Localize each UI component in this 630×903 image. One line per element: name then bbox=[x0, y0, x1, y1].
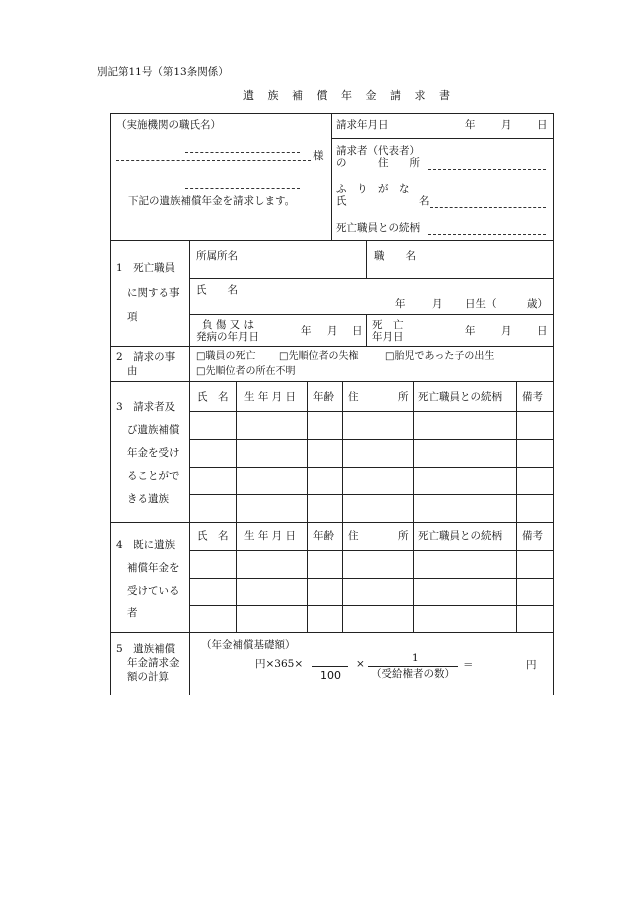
request-date-label: 請求年月日 bbox=[336, 119, 389, 131]
formula-denominator-100: 100 bbox=[320, 669, 341, 682]
affiliation-label: 所属所名 bbox=[196, 250, 238, 262]
s3-col-relation: 死亡職員との続柄 bbox=[418, 391, 502, 403]
injury-label-1: 負 傷 又 は bbox=[202, 319, 255, 331]
death-label-1: 死 亡 bbox=[372, 319, 404, 331]
agency-label: （実施機関の職氏名） bbox=[116, 119, 221, 131]
section4-heading-line2: 補償年金を bbox=[127, 562, 180, 574]
formula-prefix: 円×365× bbox=[255, 658, 304, 670]
death-year: 年 bbox=[465, 325, 476, 337]
injury-year: 年 bbox=[301, 325, 312, 337]
request-month: 月 bbox=[501, 119, 512, 131]
section3-heading-line3: 年金を受け bbox=[127, 447, 180, 459]
s3-col-birthdate: 生 年 月 日 bbox=[244, 391, 297, 403]
request-day: 日 bbox=[537, 119, 548, 131]
section3-heading-line5: きる遺族 bbox=[127, 493, 169, 505]
claimant-label: 請求者（代表者） bbox=[336, 145, 420, 157]
section3-heading-line4: ることがで bbox=[127, 470, 180, 482]
section4-heading-line3: 受けている bbox=[127, 585, 180, 597]
s4-col-address-2: 所 bbox=[398, 530, 409, 542]
section5-heading-line1: 5 遺族補償 bbox=[116, 643, 176, 655]
formula-recipients: （受給権者の数） bbox=[371, 668, 455, 680]
section3-heading-line2: び遺族補償 bbox=[127, 424, 180, 436]
reason-checkbox-birth[interactable]: □胎児であった子の出生 bbox=[385, 351, 495, 362]
birth-day-suffix: 日生（ bbox=[465, 298, 497, 310]
death-day: 日 bbox=[537, 325, 548, 337]
agency-line-2 bbox=[116, 160, 311, 161]
deceased-name-label: 氏 名 bbox=[196, 284, 238, 296]
section2-heading-line2: 由 bbox=[127, 365, 138, 377]
birth-month: 月 bbox=[432, 298, 443, 310]
reason-checkbox-missing[interactable]: □先順位者の所在不明 bbox=[196, 366, 296, 377]
section1-heading-line3: 項 bbox=[127, 311, 138, 323]
section2-heading-line1: 2 請求の事 bbox=[116, 351, 176, 363]
job-title-label: 職 名 bbox=[374, 250, 416, 262]
form-reference: 別記第11号（第13条関係） bbox=[97, 66, 229, 78]
request-year: 年 bbox=[465, 119, 476, 131]
section4-heading-line4: 者 bbox=[127, 607, 138, 619]
section4-heading-line1: 4 既に遺族 bbox=[116, 539, 176, 551]
birth-year: 年 bbox=[395, 298, 406, 310]
injury-day: 日 bbox=[352, 325, 363, 337]
claimant-no: の bbox=[336, 157, 347, 169]
name-field[interactable] bbox=[430, 207, 546, 208]
death-label-2: 年月日 bbox=[372, 331, 404, 343]
s4-col-age: 年齢 bbox=[313, 530, 334, 542]
furigana-label: ふ り が な bbox=[336, 183, 410, 195]
s3-col-address-2: 所 bbox=[398, 391, 409, 403]
fraction-bar-1 bbox=[312, 666, 348, 667]
name-label-right: 名 bbox=[419, 195, 430, 207]
section3-heading-line1: 3 請求者及 bbox=[116, 401, 176, 413]
honorific-sama: 様 bbox=[313, 150, 324, 162]
address-label: 住 所 bbox=[378, 157, 420, 169]
formula-numerator-1: 1 bbox=[412, 652, 419, 664]
s4-col-name: 氏 名 bbox=[197, 530, 229, 542]
s3-col-address-1: 住 bbox=[348, 391, 359, 403]
age-suffix: 歳） bbox=[527, 298, 548, 310]
request-text: 下記の遺族補償年金を請求します。 bbox=[128, 195, 296, 207]
s3-col-name: 氏 名 bbox=[197, 391, 229, 403]
agency-line-3 bbox=[185, 188, 300, 189]
section1-heading-line2: に関する事 bbox=[127, 287, 180, 299]
injury-label-2: 発病の年月日 bbox=[196, 331, 259, 343]
injury-month: 月 bbox=[327, 325, 338, 337]
formula-yen: 円 bbox=[526, 659, 537, 671]
s3-col-remarks: 備考 bbox=[522, 391, 543, 403]
relation-label: 死亡職員との続柄 bbox=[336, 222, 420, 234]
section1-heading-line1: 1 死亡職員 bbox=[116, 262, 176, 274]
s4-col-birthdate: 生 年 月 日 bbox=[244, 530, 297, 542]
s3-col-age: 年齢 bbox=[313, 391, 334, 403]
address-field[interactable] bbox=[428, 169, 546, 170]
document-title: 遺 族 補 償 年 金 請 求 書 bbox=[243, 89, 455, 102]
fraction-bar-2 bbox=[368, 666, 458, 667]
reason-checkbox-forfeit[interactable]: □先順位者の失権 bbox=[279, 351, 359, 362]
agency-line-1 bbox=[185, 152, 300, 153]
relation-field[interactable] bbox=[428, 234, 546, 235]
reason-checkbox-death[interactable]: □職員の死亡 bbox=[196, 351, 256, 362]
section5-heading-line2: 年金請求金 bbox=[127, 657, 180, 669]
s4-col-remarks: 備考 bbox=[522, 530, 543, 542]
base-amount-label: （年金補償基礎額） bbox=[201, 639, 296, 651]
name-label-left: 氏 bbox=[336, 195, 347, 207]
formula-equals: ＝ bbox=[463, 659, 474, 671]
death-month: 月 bbox=[501, 325, 512, 337]
formula-times: × bbox=[356, 658, 365, 670]
s4-col-relation: 死亡職員との続柄 bbox=[418, 530, 502, 542]
section5-heading-line3: 額の計算 bbox=[127, 671, 169, 683]
s4-col-address-1: 住 bbox=[348, 530, 359, 542]
